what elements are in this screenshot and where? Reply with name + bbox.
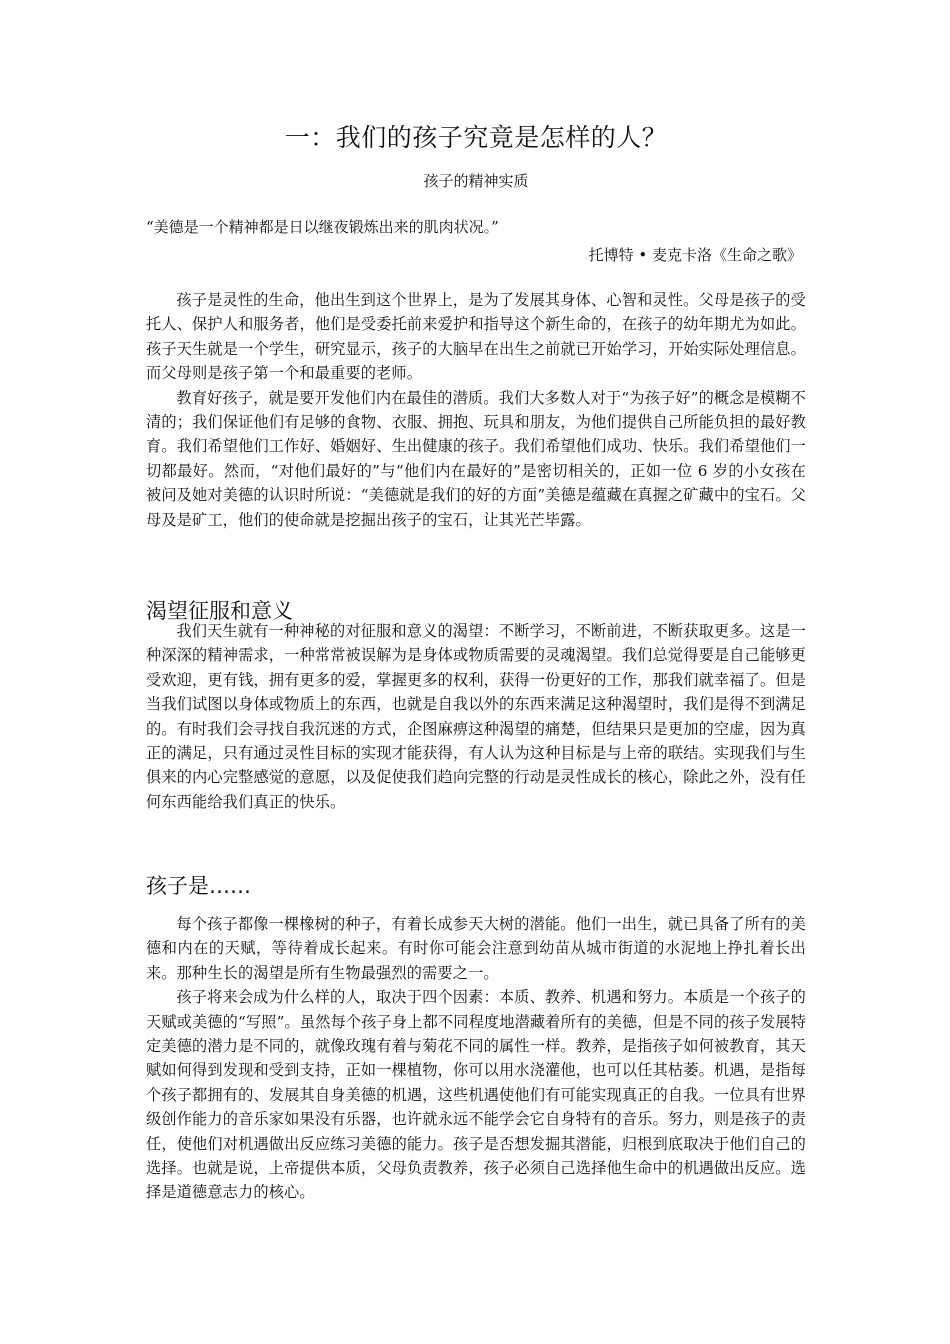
- section-children-body: [146, 912, 806, 1205]
- chapter-title: 一：我们的孩子究竟是怎样的人？: [284, 123, 668, 152]
- section-heading-longing: 渴望征服和意义: [146, 599, 293, 623]
- section-heading-children-are: 孩子是……: [146, 874, 251, 898]
- section-children-paragraph-1: 每个孩子都像一棵橡树的种子，有着长成参天大树的潜能。他们一出生，就已具备了所有的美德和内在的天赋，等待着成长起来。有时你可能会注意到幼苗从城市街道的水泥地上挣扎着长出来。那种生长的渴望是所有生物最强烈的需要之一。: [146, 915, 806, 982]
- section-longing-paragraph-1: 我们天生就有一种神秘的对征服和意义的渴望：不断学习，不断前进，不断获取更多。这是一种深深的精神需求，一种常常被误解为是身体或物质需要的灵魂渴望。我们总觉得要是自己能够更受欢迎，更有钱，拥有更多的爱，掌握更多的权利，获得一份更好的工作，那我们就幸福了。但是当我们试图以身体或物质上的东西，也就是自我以外的东西来满足这种渴望时，我们是得不到满足的。有时我们会寻找自我沉迷的方式，企图麻痹这种渴望的痛楚，但结果只是更加的空虚，因为真正的满足，只有通过灵性目标的实现才能获得，有人认为这种目标是与上帝的联结。实现我们与生俱来的内心完整感觉的意愿，以及促使我们趋向完整的行动是灵性成长的核心，除此之外，没有任何东西能给我们真正的快乐。: [146, 622, 806, 811]
- intro-section: [146, 288, 806, 532]
- section-longing-body: [146, 619, 806, 814]
- intro-paragraph-1: 孩子是灵性的生命，他出生到这个世界上，是为了发展其身体、心智和灵性。父母是孩子的受托人、保护人和服务者，他们是受委托前来爱护和指导这个新生命的，在孩子的幼年期尤为如此。孩子天生就是一个学生，研究显示，孩子的大脑早在出生之前就已开始学习，开始实际处理信息。而父母则是孩子第一个和最重要的老师。: [146, 291, 806, 383]
- epigraph-quote: “美德是一个精神都是日以继夜锻炼出来的肌肉状况。”: [146, 218, 499, 236]
- section-children-paragraph-2: 孩子将来会成为什么样的人，取决于四个因素：本质、教养、机遇和努力。本质是一个孩子的天赋或美德的“写照”。虽然每个孩子身上都不同程度地潜藏着所有的美德，但是不同的孩子发展特定美德的潜力是不同的，就像玫瑰有着与菊花不同的属性一样。教养，是指孩子如何被教育，其天赋如何得到发现和受到支持，正如一棵植物，你可以用水浇灌他，也可以任其枯萎。机遇，是指每个孩子都拥有的、发展其自身美德的机遇，这些机遇使他们有可能实现真正的自我。一位具有世界级创作能力的音乐家如果没有乐器，也许就永远不能学会它自身特有的音乐。努力，则是孩子的责任，使他们对机遇做出反应练习美德的能力。孩子是否想发掘其潜能，归根到底取决于他们自己的选择。也就是说，上帝提供本质，父母负责教养，孩子必须自己选择他生命中的机遇做出反应。选择是道德意志力的核心。: [146, 988, 807, 1202]
- epigraph-source: 托博特 • 麦克卡洛《生命之歌》: [588, 246, 802, 264]
- chapter-subtitle: 孩子的精神实质: [423, 172, 529, 190]
- intro-paragraph-2: 教育好孩子，就是要开发他们内在最佳的潜质。我们大多数人对于“为孩子好”的概念是模糊不清的；我们保证他们有足够的食物、衣服、拥抱、玩具和朋友，为他们提供自己所能负担的最好教育。我们希望他们工作好、婚姻好、生出健康的孩子。我们希望他们成功、快乐。我们希望他们一切都最好。然而，“对他们最好的”与“他们内在最好的”是密切相关的，正如一位 6 岁的小女孩在被问及她对美德的认识时所说：“美德就是我们的好的方面”美德是蕴藏在真握之矿藏中的宝石。父母及是矿工，他们的使命就是挖掘出孩子的宝石，让其光芒毕露。: [146, 388, 807, 529]
